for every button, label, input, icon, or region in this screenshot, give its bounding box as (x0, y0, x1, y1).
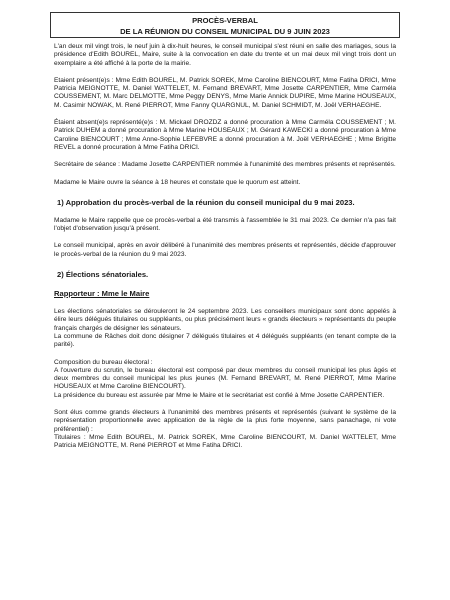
titulaires-paragraph: Titulaires : Mme Edith BOUREL, M. Patrick SOREK, Mme Caroline BIENCOURT, M. Daniel WATTELET, Mme Patricia MEIGNOTTE, M. René PIERROT et Mme Fatiha DRICI. (54, 433, 396, 450)
section-2-paragraph-a: Les élections sénatoriales se dérouleront le 24 septembre 2023. Les conseillers municipaux sont donc appelés à élire leurs délégués titulaires ou suppléants, ou plus précisément leurs « grands électeurs » représentants du peuple français chargés de désigner les sénateurs. (54, 308, 396, 332)
rapporteur-heading (54, 289, 396, 299)
secretary-paragraph: Secrétaire de séance : Madame Josette CARPENTIER nommée à l'unanimité des membres présents et représentés. (54, 161, 396, 169)
attendees-present-paragraph: Etaient présent(e)s : Mme Edith BOUREL, M. Patrick SOREK, Mme Caroline BIENCOURT, Mme Fatiha DRICI, Mme Patricia MEIGNOTTE, M. Daniel WATTELET, M. Fernand BREVART, Mme Josette CARPENTIER, Mme Carméla COUSSEMENT, M. Marc DELMOTTE, Mme Peggy DENYS, Mme Marie Annick DUPIRE, Mme Marine HOUSEAUX, M. Casimir NOWAK, M. René PIERROT, Mme Fanny QUARGNUL, M. Daniel SCHMIDT, M. Joël VERHAEGHE. (54, 76, 396, 109)
opening-paragraph: Madame le Maire ouvre la séance à 18 heures et constate que le quorum est atteint. (54, 178, 301, 186)
section-2-paragraph-b: La commune de Râches doit donc désigner 7 délégués titulaires et 4 délégués suppléants (en tenant compte de la parité). (54, 332, 396, 349)
document-body (54, 43, 396, 451)
elected-paragraph: Sont élus comme grands électeurs à l'unanimité des membres présents et représentés (suivant le système de la représentation proportionnelle avec application de la règle de la plus forte moyenne, sans panachage, ni vote préférentiel) : (54, 409, 396, 433)
bureau-composition-title: Composition du bureau électoral : (54, 358, 153, 366)
rapporteur-text: Rapporteur : Mme le Maire (54, 289, 150, 299)
section-1-paragraph-b: Le conseil municipal, après en avoir délibéré à l'unanimité des membres présents et représentés, décide d'approuver le procès-verbal de la réunion du 9 mai 2023. (54, 242, 396, 258)
document-title-box (50, 12, 400, 38)
intro-paragraph: L'an deux mil vingt trois, le neuf juin à dix-huit heures, le conseil municipal s'est réuni en salle des mariages, sous la présidence d'Edith BOUREL, Maire, suite à la convocation en date du trente et un mai deux mil vingt trois dont un exemplaire a été affiché à la porte de la mairie. (54, 43, 396, 67)
section-1-paragraph-a: Madame le Maire rappelle que ce procès-verbal a été transmis à l'assemblée le 31 mai 2023. Ce dernier n'a pas fait l'objet d'observation jusqu'à présent. (54, 216, 396, 233)
attendees-absent-paragraph: Étaient absent(e)s représenté(e)s : M. Mickael DROZDZ a donné procuration à Mme Carméla COUSSEMENT ; M. Patrick DUHEM a donné procuration à Mme Marine HOUSEAUX ; M. Gérard KAWECKI a donné procuration à Mme Caroline BIENCOURT ; Mme Anne-Sophie LEFEBVRE a donné procuration à M. Joël VERHAEGHE ; Mme Brigitte REVEL a donné procuration à Mme Fatiha DRICI. (54, 119, 396, 151)
document-title-line1: PROCÈS-VERBAL (192, 16, 258, 25)
document-title-line2: DE LA RÉUNION DU CONSEIL MUNICIPAL DU 9 JUIN 2023 (120, 27, 330, 36)
section-2-heading: 2) Élections sénatoriales. (57, 270, 149, 280)
section-1-heading: 1) Approbation du procès-verbal de la réunion du conseil municipal du 9 mai 2023. (57, 197, 355, 207)
bureau-composition-paragraph-a: A l'ouverture du scrutin, le bureau électoral est composé par deux membres du conseil municipal les plus âgés et deux membres du conseil municipal les plus jeunes (M. Fernand BREVART, M. René PIERROT, Mme Marine HOUSEAUX et Mme Caroline BIENCOURT). (54, 366, 396, 391)
bureau-composition-paragraph-b: La présidence du bureau est assurée par Mme le Maire et le secrétariat est confié à Mme Josette CARPENTIER. (54, 391, 385, 399)
